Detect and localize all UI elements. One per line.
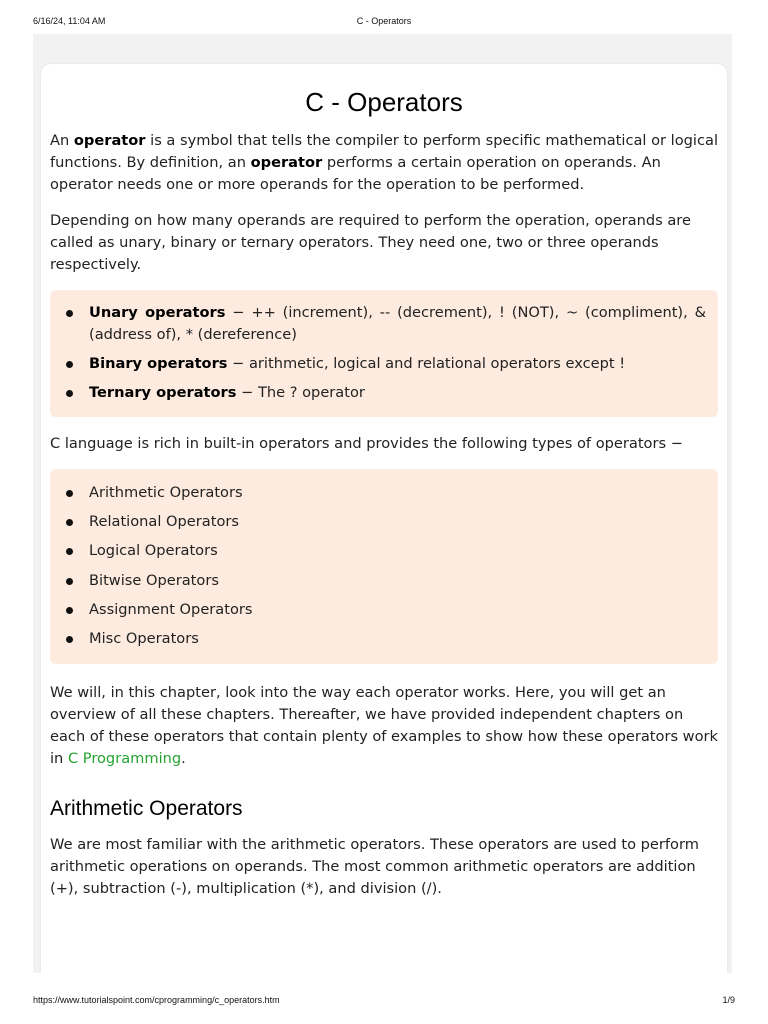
list-item-term: Binary operators xyxy=(89,355,228,372)
intro-bold-1: operator xyxy=(73,132,146,149)
list-item-term: Unary operators xyxy=(89,304,226,321)
list-item xyxy=(62,302,706,346)
list-item-term: Ternary operators xyxy=(89,384,237,401)
section-heading-arithmetic: Arithmetic Operators xyxy=(50,797,243,821)
article-content xyxy=(50,86,718,914)
intro-text-1: An xyxy=(50,132,74,149)
page-viewport[interactable] xyxy=(33,34,732,973)
list-item xyxy=(62,382,706,404)
print-page-number: 1/9 xyxy=(722,995,735,1005)
overview-text: We will, in this chapter, look into the way each operator works. Here, you will get an overview of all these chapters. Thereafter, we have provided independent chapters on each of these operators that contain plenty of examples to show how these operators work in xyxy=(50,684,718,768)
c-programming-link[interactable]: C Programming xyxy=(67,750,182,768)
intro-text-2: is a symbol that tells the compiler to perform specific mathematical or logical functions. By definition, an xyxy=(50,132,719,171)
list-item xyxy=(62,570,706,592)
print-footer xyxy=(33,995,735,1009)
bullet-icon xyxy=(66,548,73,555)
bullet-icon xyxy=(66,578,73,585)
print-page-title: C - Operators xyxy=(356,16,412,26)
intro-paragraph xyxy=(50,130,718,196)
operand-count-paragraph: Depending on how many operands are required to perform the operation, operands are called as unary, binary or ternary operators. They need one, two or three operands respectively. xyxy=(50,212,691,273)
list-item-label: Misc Operators xyxy=(89,629,199,647)
list-item-desc: − ++ (increment), -- (decrement), ! (NOT), ~ (compliment), & (address of), * (dereference) xyxy=(89,304,706,343)
bullet-icon xyxy=(66,519,73,526)
built-in-operators-paragraph: C language is rich in built-in operators and provides the following types of operators − xyxy=(50,435,683,452)
list-item-label: Relational Operators xyxy=(89,513,239,531)
list-item xyxy=(62,482,706,504)
bullet-icon xyxy=(66,490,73,497)
list-item xyxy=(62,540,706,562)
operator-kinds-list xyxy=(62,302,706,404)
chapter-overview-paragraph xyxy=(50,682,718,770)
print-datetime: 6/16/24, 11:04 AM xyxy=(33,16,106,26)
operator-kinds-box xyxy=(50,290,718,417)
page-title: C - Operators xyxy=(305,87,463,117)
operator-types-box xyxy=(50,469,718,664)
bullet-icon xyxy=(66,636,73,643)
list-item xyxy=(62,353,706,375)
overview-end: . xyxy=(181,750,186,768)
print-header xyxy=(33,16,735,30)
intro-bold-2: operator xyxy=(250,154,323,171)
list-item-label: Bitwise Operators xyxy=(89,571,219,589)
list-item-desc: − The ? operator xyxy=(236,384,365,401)
list-item xyxy=(62,599,706,621)
article-card xyxy=(41,64,727,973)
bullet-icon xyxy=(66,607,73,614)
list-item-label: Logical Operators xyxy=(89,542,218,560)
list-item xyxy=(62,628,706,650)
list-item-desc: − arithmetic, logical and relational operators except ! xyxy=(227,355,626,372)
operator-types-list xyxy=(62,482,706,650)
list-item xyxy=(62,511,706,533)
bullet-icon xyxy=(66,390,73,397)
arithmetic-paragraph: We are most familiar with the arithmetic operators. These operators are used to perform arithmetic operations on operands. The most common arithmetic operators are addition (+), subtraction (-), multiplication (*), and division (/). xyxy=(50,836,699,898)
list-item-label: Arithmetic Operators xyxy=(89,484,243,501)
bullet-icon xyxy=(66,361,73,368)
intro-text-3: performs a certain operation on operands. An operator needs one or more operands for the operation to be performed. xyxy=(50,154,661,193)
print-url: https://www.tutorialspoint.com/cprogramming/c_operators.htm xyxy=(33,995,280,1005)
list-item-label: Assignment Operators xyxy=(89,600,253,618)
bullet-icon xyxy=(66,310,73,317)
